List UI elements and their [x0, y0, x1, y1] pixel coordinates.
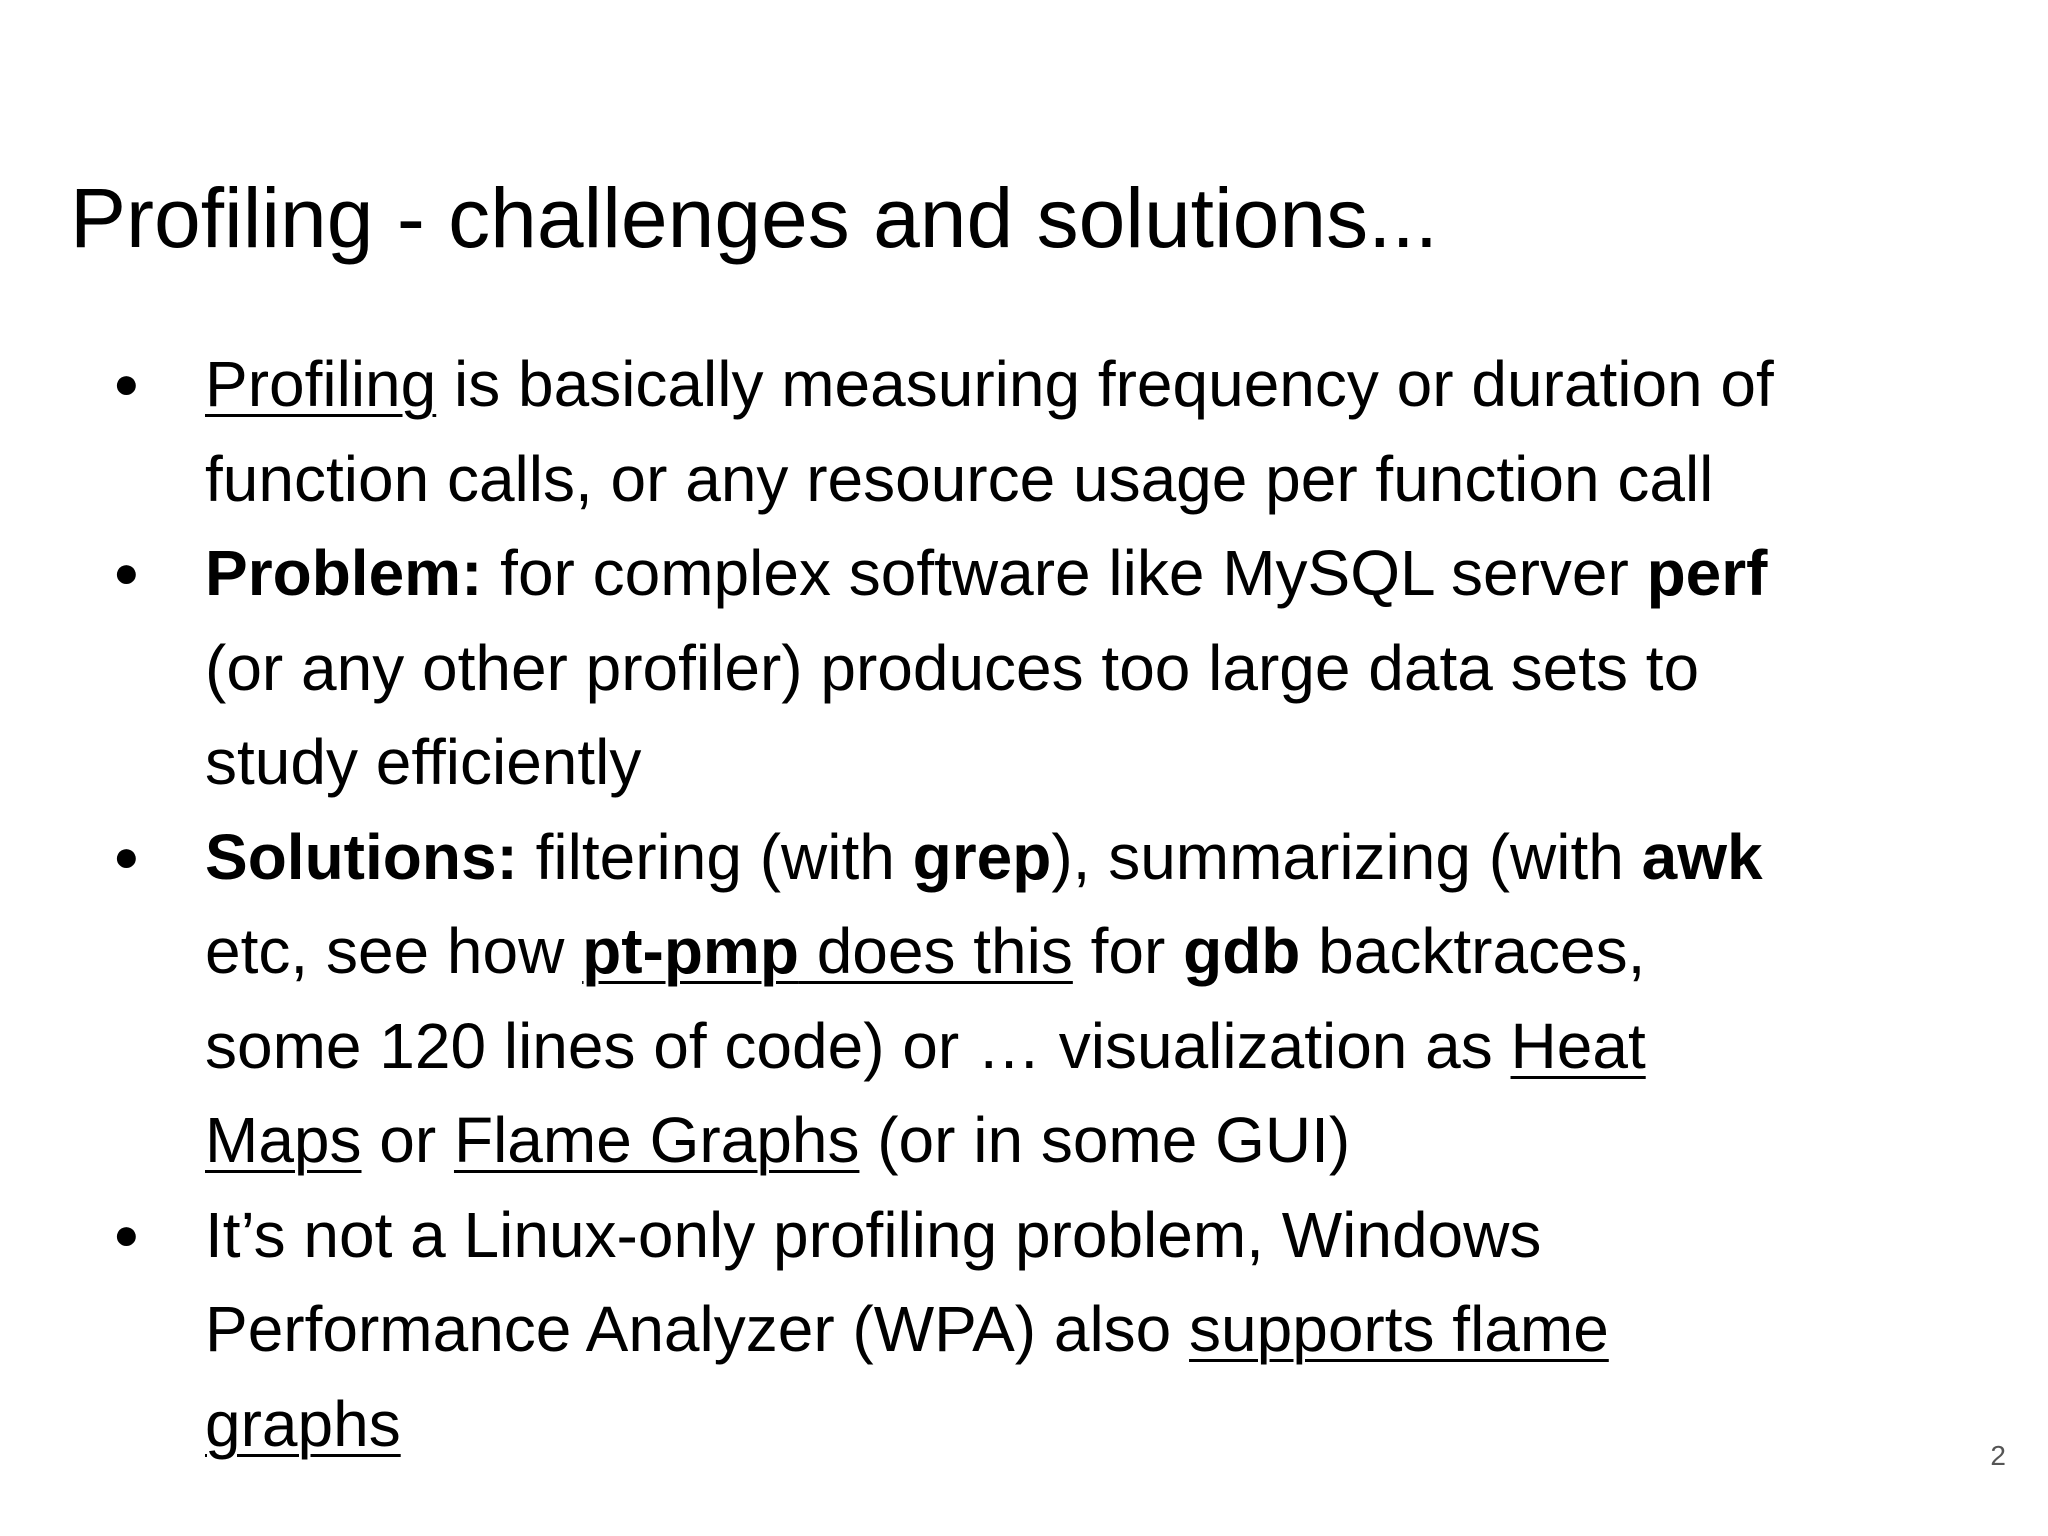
bullet-text: etc, see how [205, 915, 583, 987]
supports-flame-graphs-link[interactable]: supports flame graphs [205, 1293, 1609, 1460]
heat-maps-link[interactable]: Heat Maps [205, 1009, 1646, 1176]
gdb-term: gdb [1183, 915, 1301, 987]
page-number: 2 [1990, 1440, 2006, 1471]
bullet-solutions [0, 810, 1790, 1188]
flame-graphs-link[interactable]: Flame Graphs [453, 1104, 860, 1176]
bullet-text: filtering (with [517, 820, 913, 893]
bullet-text: (or in some GUI) [859, 1104, 1351, 1176]
bullet-text: or [361, 1104, 454, 1176]
bullet-text: It’s not a Linux-only profiling problem, Windows Performance Analyzer (WPA) also [205, 1198, 1542, 1365]
does-this-link[interactable]: does this [798, 915, 1073, 987]
bullet-dot-icon: ● [113, 1209, 140, 1259]
bullet-profiling-definition [0, 337, 1790, 526]
slide-title: Profiling - challenges and solutions... [70, 171, 1439, 265]
bullet-text: is basically measuring frequency or duration of function calls, or any resource usage per function call [205, 348, 1774, 515]
pt-pmp-link[interactable]: pt-pmp [582, 915, 799, 987]
bullet-windows-wpa [0, 1188, 1790, 1472]
problem-label: Problem: [205, 537, 483, 609]
perf-term: perf [1646, 537, 1768, 609]
bullet-text: (or any other profiler) produces too large data sets to study efficiently [205, 631, 1700, 798]
bullet-dot-icon: ● [113, 359, 140, 408]
bullet-dot-icon: ● [113, 831, 140, 881]
solutions-label: Solutions: [205, 820, 518, 893]
awk-term: awk [1641, 820, 1763, 893]
bullet-text: for [1072, 915, 1184, 987]
bullet-text: backtraces, some 120 lines of code) or … visualization as [205, 915, 1646, 1082]
bullet-problem [0, 526, 1790, 810]
bullet-text: ), summarizing (with [1051, 820, 1642, 893]
bullet-text: for complex software like MySQL server [482, 537, 1647, 609]
profiling-link[interactable]: Profiling [205, 348, 437, 420]
bullet-dot-icon: ● [113, 548, 140, 597]
bullet-list [0, 337, 2048, 1471]
grep-term: grep [912, 820, 1052, 893]
